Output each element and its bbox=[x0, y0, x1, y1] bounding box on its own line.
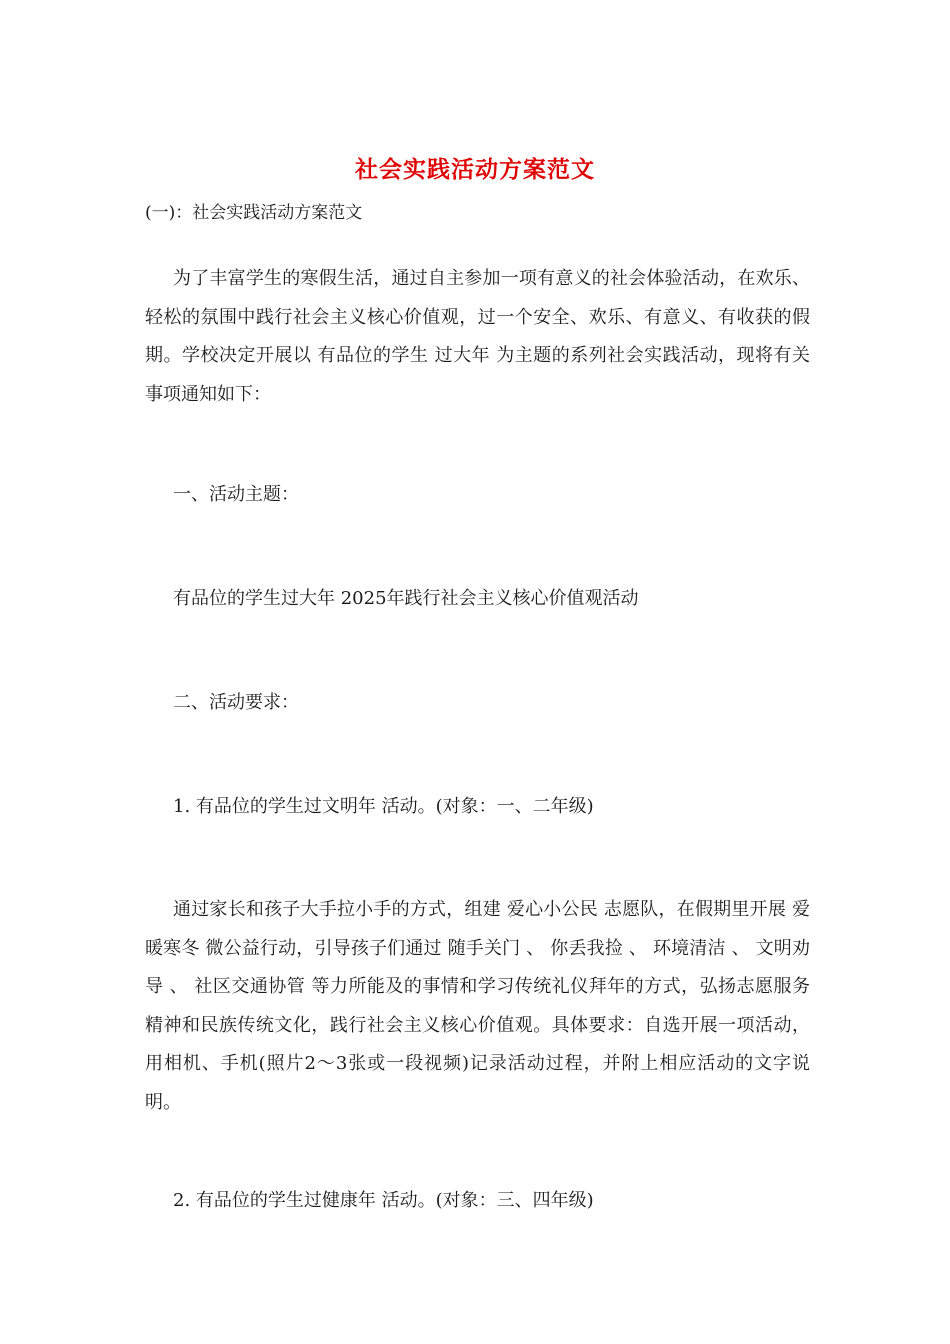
document-subtitle: (一)：社会实践活动方案范文 bbox=[145, 203, 363, 223]
intro-paragraph: 为了丰富学生的寒假生活，通过自主参加一项有意义的社会体验活动，在欢乐、轻松的氛围中践行社会主义核心价值观，过一个安全、欢乐、有意义、有收获的假期。学校决定开展以 有品位的学生 过大年 为主题的系列社会实践活动，现将有关事项通知如下： bbox=[145, 268, 810, 405]
section2-heading: 二、活动要求： bbox=[173, 692, 299, 713]
document-title: 社会实践活动方案范文 bbox=[355, 156, 595, 183]
section1-text: 有品位的学生过大年 2025年践行社会主义核心价值观活动 bbox=[173, 588, 639, 609]
item1-paragraph: 通过家长和孩子大手拉小手的方式，组建 爱心小公民 志愿队，在假期里开展 爱暖寒冬 微公益行动，引导孩子们通过 随手关门 、 你丢我捡 、 环境清洁 、 文明劝导 、 社区交通协管 等力所能及的事情和学习传统礼仪拜年的方式，弘扬志愿服务精神和民族传统文化，践行社会主义核心价值观。具体要求：自选开展一项活动，用相机、手机(照片2～3张或一段视频)记录活动过程，并附上相应活动的文字说明。 bbox=[145, 899, 810, 1113]
section1-heading: 一、活动主题： bbox=[173, 484, 299, 505]
item1-heading: 1. 有品位的学生过文明年 活动。(对象：一、二年级) bbox=[173, 796, 594, 817]
item2-heading: 2. 有品位的学生过健康年 活动。(对象：三、四年级) bbox=[173, 1190, 594, 1211]
